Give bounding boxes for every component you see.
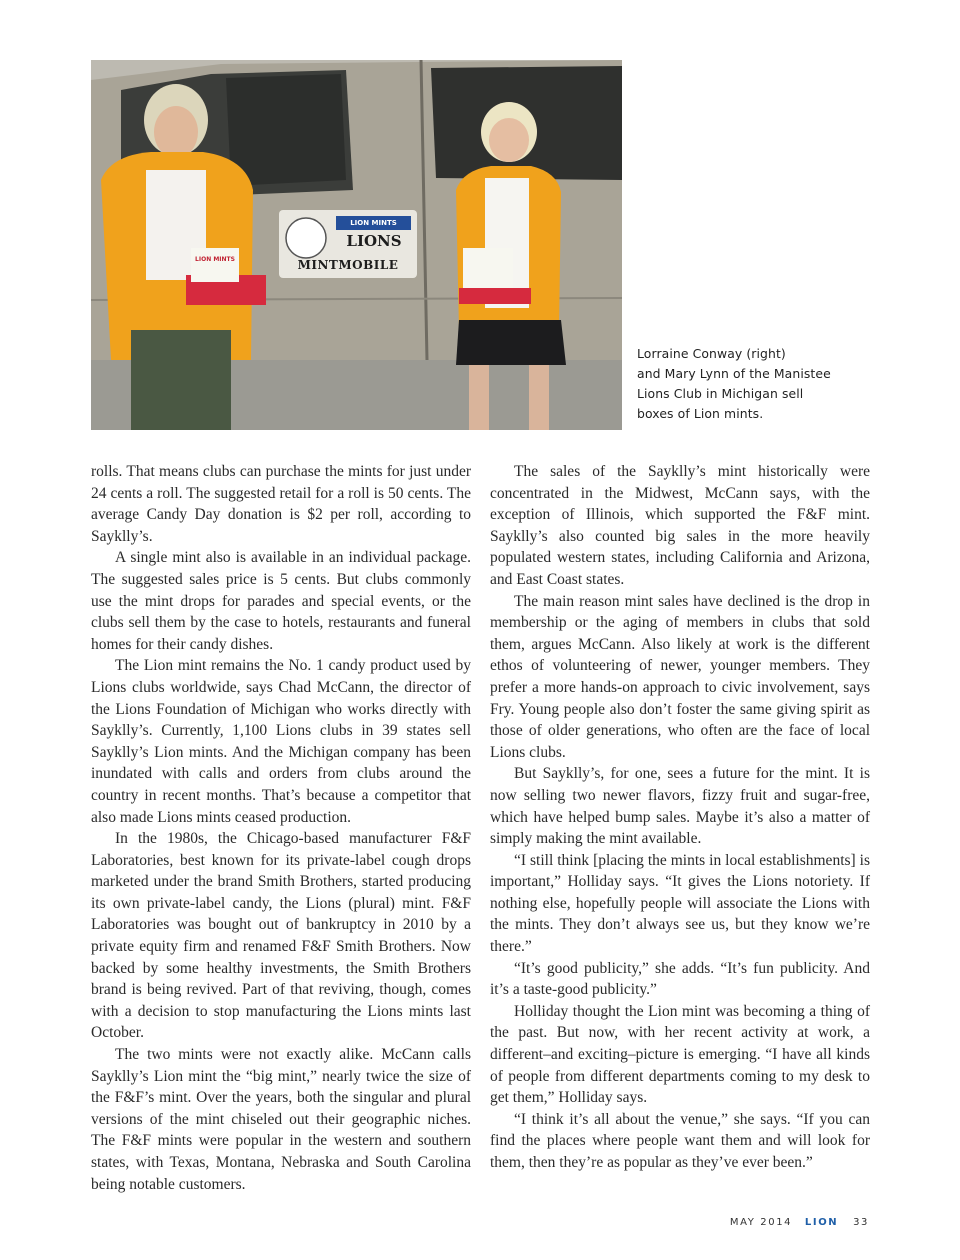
article-column-left	[91, 461, 471, 1195]
paragraph: In the 1980s, the Chicago-based manufacturer F&F Laboratories, best known for its private-label cough drops marketed under the brand Smith Brothers, started producing its own private-label candy, the Lions (plural) mint. F&F Laboratories was bought out of bankruptcy in 2010 by a private equity firm and renamed F&F Smith Brothers. Now backed by some healthy investments, the Smith Brothers brand is being revived. Part of that reviving, though, comes with a decision to stop manufacturing the Lions mints last October.	[91, 830, 471, 1042]
paragraph: The two mints were not exactly alike. McCann calls Sayklly’s Lion mint the “big mint,” nearly twice the size of the F&F’s mint. Over the years, both the singular and plural versions of the mint chiseled out their geographic niches. The F&F mints were popular in the western and southern states, with Texas, Montana, Nebraska and South Carolina being notable customers.	[91, 1046, 471, 1193]
paragraph: “It’s good publicity,” she adds. “It’s fun publicity. And it’s a taste-good publicity.”	[490, 959, 870, 999]
paragraph: “I still think [placing the mints in local establishments] is important,” Holliday says. “It gives the Lions notoriety. If nothing else, hopefully people will associate the Lions with the mints. They don’t always see us, but they know we’re there.”	[490, 851, 870, 956]
paragraph: The sales of the Sayklly’s mint historically were concentrated in the Midwest, McCann says, with the exception of Illinois, which supported the F&F mint. Sayklly’s also counted big sales in the more heavily populated western states, including California and Arizona, and East Coast states.	[490, 463, 870, 588]
magazine-name: LION	[804, 1217, 839, 1228]
van-sign-line2: MINTMOBILE	[297, 258, 399, 272]
paragraph: The Lion mint remains the No. 1 candy product used by Lions clubs worldwide, says Chad McCann, the director of the Lions Foundation of Michigan who works directly with Sayklly’s. Currently, 1,100 Lions clubs in 39 states sell Sayklly’s Lion mints. And the Michigan company has been inundated with calls and orders from clubs around the country in recent months. That’s because a competitor that also made Lions mints ceased production.	[91, 657, 471, 826]
page-footer	[730, 1217, 869, 1228]
paragraph: But Sayklly’s, for one, sees a future for the mint. It is now selling two newer flavors, fizzy fruit and sugar-free, which have helped bump sales. Maybe it’s also a matter of simply making the mint available.	[490, 765, 870, 848]
caption-line: Lions Club in Michigan sell	[637, 386, 804, 401]
van-sign-badge: LION MINTS	[350, 219, 397, 227]
page-number: 33	[853, 1217, 869, 1228]
paragraph: A single mint also is available in an individual package. The suggested sales price is 5 cents. But clubs commonly use the mint drops for parades and special events, or the clubs sell them by the case to hotels, restaurants and funeral homes for their candy dishes.	[91, 549, 471, 653]
article-column-right	[490, 461, 870, 1174]
issue-date: MAY 2014	[729, 1217, 793, 1228]
paragraph: “I think it’s all about the venue,” she says. “If you can find the places where people want them and will look for them, then they’re as popular as they’ve ever been.”	[490, 1110, 870, 1171]
paragraph: The main reason mint sales have declined is the drop in membership or the aging of members in clubs that sold them, argues McCann. Also likely at work is the different ethos of volunteering of newer, younger members. They prefer a more hands-on approach to civic involvement, says Fry. Young people also don’t foster the same giving spirit as those of older generations, who often are the face of local Lions clubs.	[490, 592, 870, 761]
photo-caption	[637, 344, 857, 424]
paragraph: rolls. That means clubs can purchase the mints for just under 24 cents a roll. The suggested retail for a roll is 50 cents. The average Candy Day donation is $2 per roll, according to Sayklly’s.	[91, 463, 471, 545]
article-photo	[91, 60, 622, 430]
van-sign-line1: LIONS	[346, 232, 402, 250]
paragraph: Holliday thought the Lion mint was becoming a thing of the past. But now, with her recent activity at work, a different–and exciting–picture is emerging. “I have all kinds of people from different departments coming to my desk to get them,” Holliday says.	[490, 1002, 870, 1107]
caption-line: Lorraine Conway (right)	[637, 346, 786, 361]
mint-box-label: LION MINTS	[195, 256, 235, 263]
caption-line: boxes of Lion mints.	[637, 406, 764, 421]
caption-line: and Mary Lynn of the Manistee	[637, 366, 831, 381]
